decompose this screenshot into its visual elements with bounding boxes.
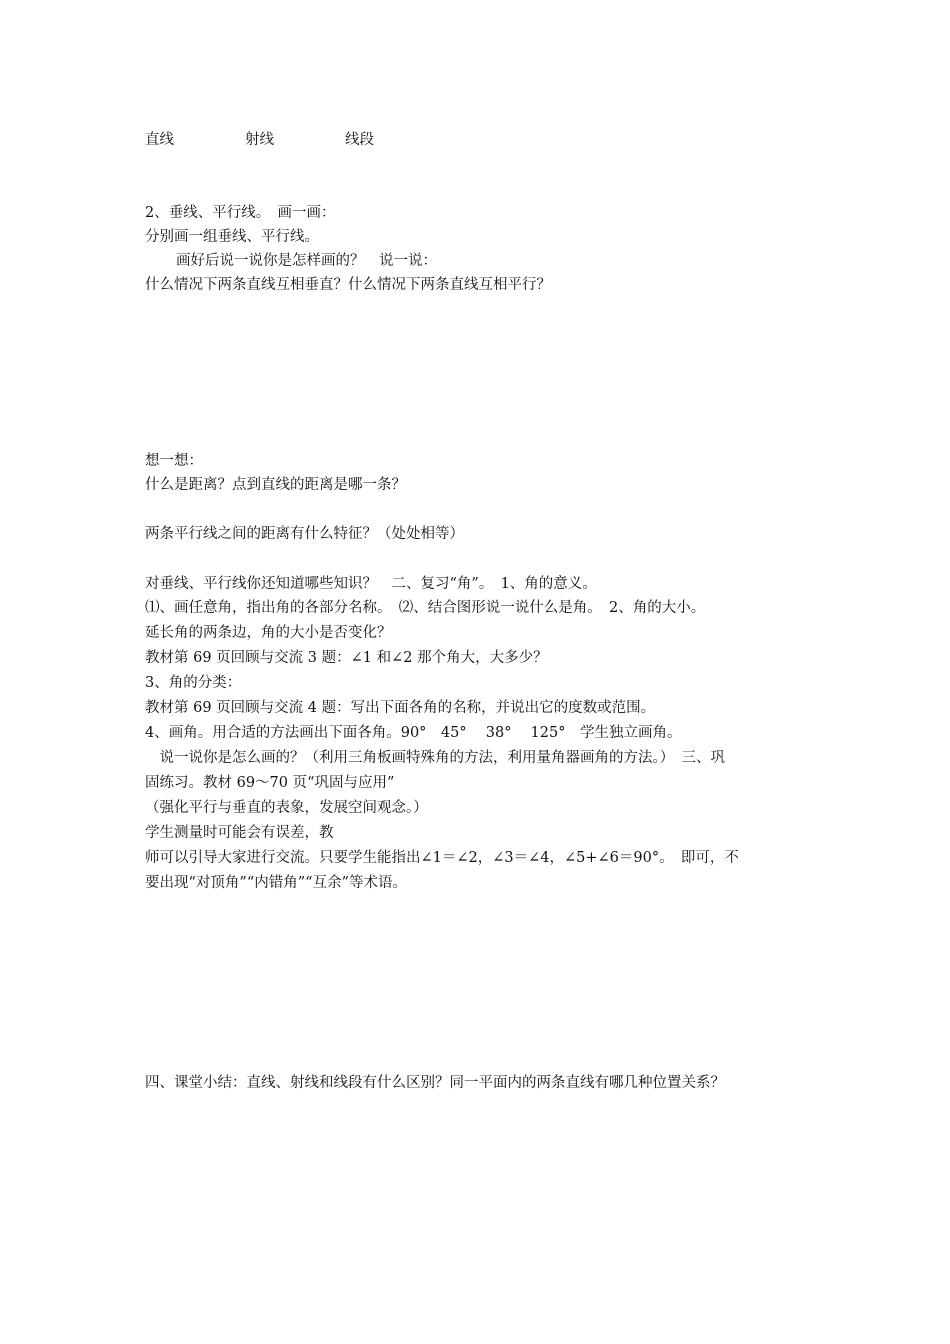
review-line-7: 4、画角。用合适的方法画出下面各角。90° 45° 38° 125° 学生独立画角。 [145,725,682,741]
review-line-13: 要出现“对顶角”“内错角”“互余”等术语。 [145,875,407,891]
section2-line2: 画好后说一说你是怎样画的？ 说一说： [176,253,437,269]
review-line-5: 3、角的分类： [145,675,242,691]
term-segment: 线段 [345,132,374,148]
review-line-2: ⑴、画任意角，指出角的各部分名称。 ⑵、结合图形说一说什么是角。 2、角的大小。 [145,600,706,616]
summary-text: 四、课堂小结：直线、射线和线段有什么区别？同一平面内的两条直线有哪几种位置关系？ [145,1075,725,1091]
section2-line3: 什么情况下两条直线互相垂直？什么情况下两条直线互相平行？ [145,277,551,293]
think-question-1: 什么是距离？点到直线的距离是哪一条？ [145,477,406,493]
review-line-10: （强化平行与垂直的表象，发展空间观念。） [145,800,428,816]
think-title: 想一想： [145,453,203,469]
review-line-12: 师可以引导大家进行交流。只要学生能指出∠1＝∠2，∠3＝∠4，∠5+∠6＝90°。 即可，不 [145,850,739,866]
review-line-4: 教材第 69 页回顾与交流 3 题：∠1 和∠2 那个角大，大多少？ [145,650,548,666]
review-line-8: 说一说你是怎么画的？（利用三角板画特殊角的方法，利用量角器画角的方法。） 三、巩 [145,750,725,766]
review-line-9: 固练习。教材 69～70 页“巩固与应用” [145,775,395,791]
review-line-11: 学生测量时可能会有误差，教 [145,825,334,841]
terms-row [145,128,545,148]
think-question-2: 两条平行线之间的距离有什么特征？（处处相等） [145,526,464,542]
term-straight-line: 直线 [145,132,174,148]
review-line-6: 教材第 69 页回顾与交流 4 题：写出下面各角的名称，并说出它的度数或范围。 [145,700,656,716]
review-line-3: 延长角的两条边，角的大小是否变化？ [145,625,392,641]
section2-line1: 分别画一组垂线、平行线。 [145,229,319,245]
section2-title: 2、垂线、平行线。 画一画： [145,205,336,221]
review-line-1: 对垂线、平行线你还知道哪些知识？ 二、复习“角”。 1、角的意义。 [145,576,597,592]
term-ray: 射线 [245,132,274,148]
